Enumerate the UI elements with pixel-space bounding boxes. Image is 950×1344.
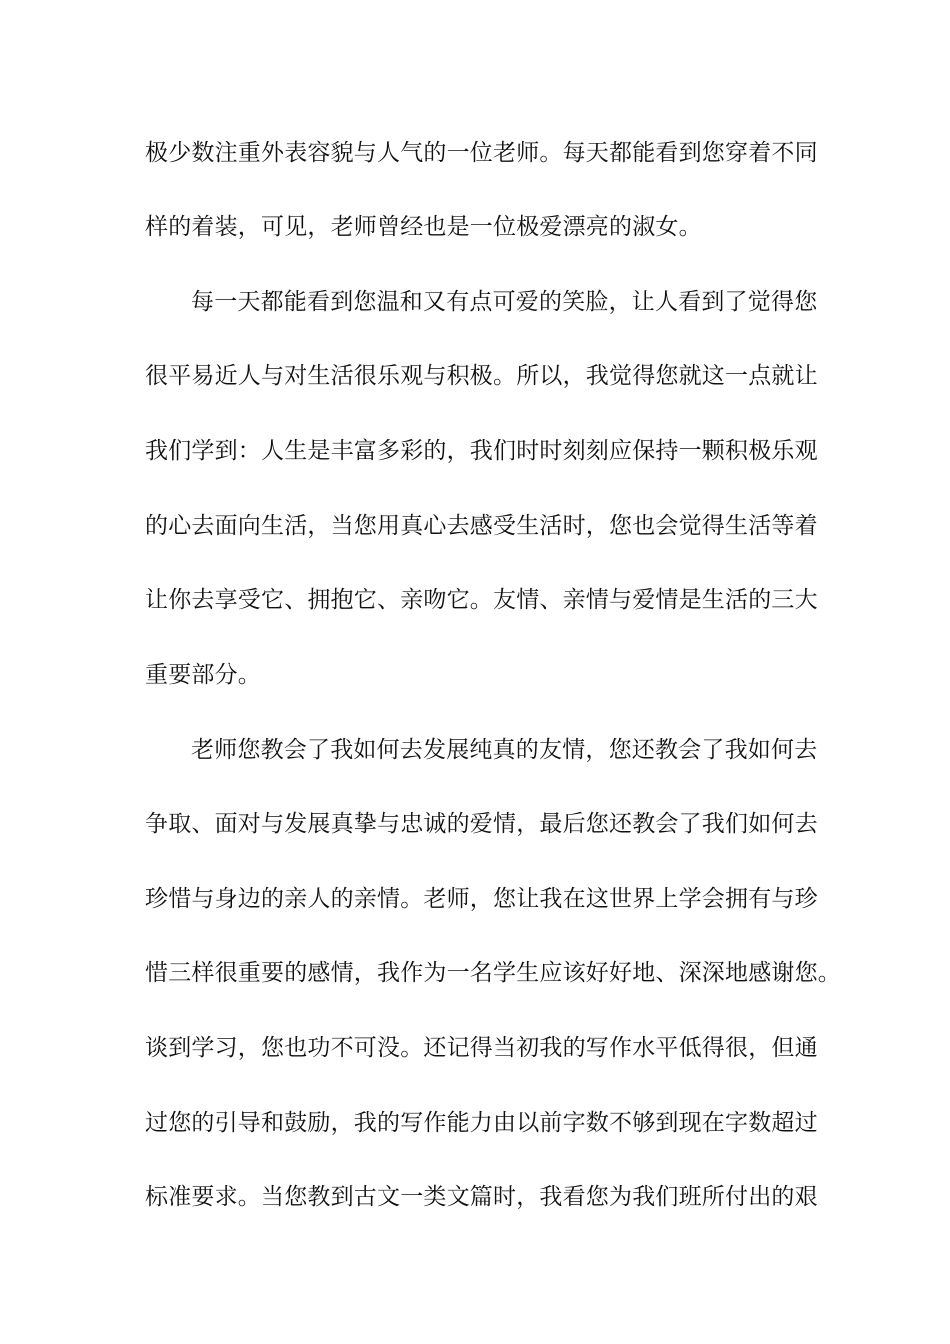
text-line: 我们学到：人生是丰富多彩的，我们时时刻刻应保持一颗积极乐观 [145, 438, 818, 464]
text-line: 争取、面对与发展真挚与忠诚的爱情，最后您还教会了我们如何去 [145, 811, 818, 837]
text-line: 很平易近人与对生活很乐观与积极。所以，我觉得您就这一点就让 [145, 363, 818, 389]
paragraph-first-line: 老师您教会了我如何去发展纯真的友情，您还教会了我如何去 [191, 737, 818, 763]
paragraph-first-line: 每一天都能看到您温和又有点可爱的笑脸，让人看到了觉得您 [191, 289, 818, 315]
text-line: 的心去面向生活，当您用真心去感受生活时，您也会觉得生活等着 [145, 513, 818, 539]
text-line: 谈到学习，您也功不可没。还记得当初我的写作水平低得很，但通 [145, 1035, 818, 1061]
text-line: 极少数注重外表容貌与人气的一位老师。每天都能看到您穿着不同 [145, 140, 818, 166]
text-line: 过您的引导和鼓励，我的写作能力由以前字数不够到现在字数超过 [145, 1110, 818, 1136]
text-line: 让你去享受它、拥抱它、亲吻它。友情、亲情与爱情是生活的三大 [145, 587, 818, 613]
text-line: 样的着装，可见，老师曾经也是一位极爱漂亮的淑女。 [145, 214, 702, 240]
text-line: 重要部分。 [145, 662, 261, 688]
text-line: 标准要求。当您教到古文一类文篇时，我看您为我们班所付出的艰 [145, 1184, 818, 1210]
text-line: 惜三样很重要的感情，我作为一名学生应该好好地、深深地感谢您。 [145, 960, 841, 986]
text-line: 珍惜与身边的亲人的亲情。老师，您让我在这世界上学会拥有与珍 [145, 886, 818, 912]
